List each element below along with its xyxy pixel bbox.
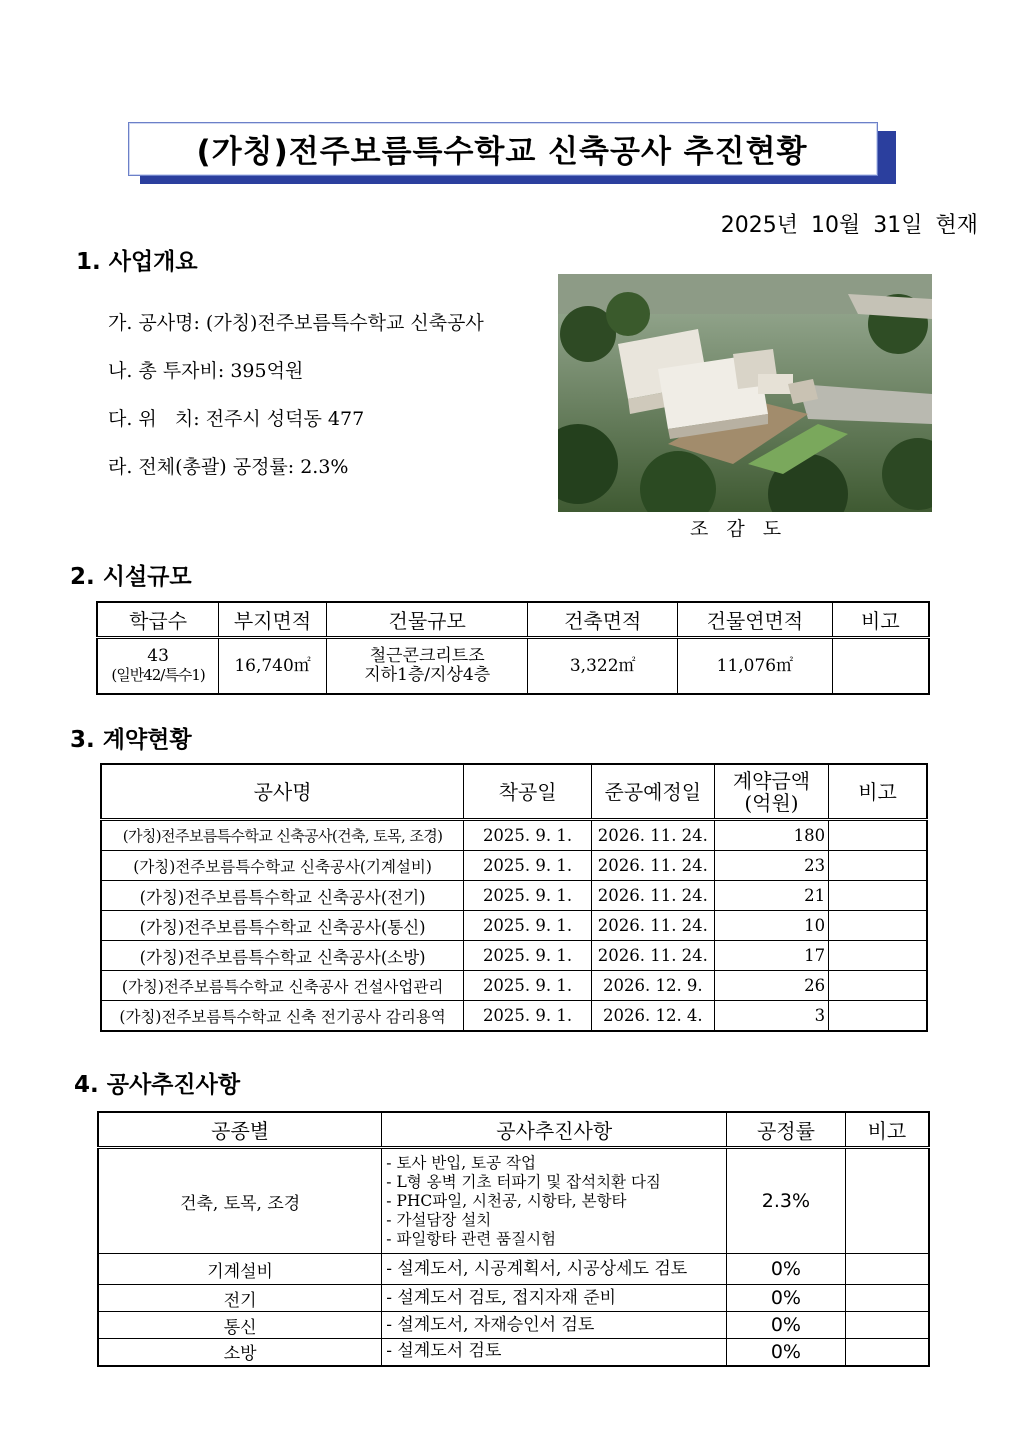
header-progress-items: 공사추진사항: [382, 1112, 727, 1148]
header-end-date: 준공예정일: [591, 764, 714, 820]
page-title: (가칭)전주보름특수학교 신축공사 추진현황: [196, 133, 808, 170]
table-row: [101, 1001, 927, 1032]
table-header-row: [98, 1112, 929, 1148]
progress-item: - 설계도서, 자재승인서 검토: [382, 1312, 727, 1339]
table-header-row: [101, 764, 927, 820]
contract-remark: [829, 941, 927, 971]
header-remark: 비고: [845, 1112, 929, 1148]
contract-start: 2025. 9. 1.: [464, 1001, 592, 1032]
contract-name: (가칭)전주보름특수학교 신축공사(통신): [101, 911, 464, 941]
section-heading-contracts: 3. 계약현황: [70, 727, 192, 753]
cell-classes: [97, 638, 219, 695]
work-type: 기계설비: [98, 1254, 382, 1285]
image-caption: 조감도: [690, 518, 800, 540]
contract-start: 2025. 9. 1.: [464, 941, 592, 971]
work-type: 전기: [98, 1285, 382, 1312]
header-start-date: 착공일: [464, 764, 592, 820]
classes-breakdown: (일반42/특수1): [111, 666, 205, 684]
contract-name: (가칭)전주보름특수학교 신축공사 건설사업관리: [101, 971, 464, 1001]
table-row: [101, 941, 927, 971]
contract-amount: 180: [714, 820, 828, 851]
overview-item-name: 가. 공사명: (가칭)전주보름특수학교 신축공사: [108, 312, 484, 334]
header-amount-label: 계약금액: [732, 768, 811, 793]
contract-start: 2025. 9. 1.: [464, 851, 592, 881]
table-row: [101, 851, 927, 881]
table-row: [97, 638, 929, 695]
table-row: [98, 1148, 929, 1254]
contract-start: 2025. 9. 1.: [464, 911, 592, 941]
progress-rate: 0%: [727, 1312, 846, 1339]
contract-remark: [829, 881, 927, 911]
cell-building-area: 3,322㎡: [528, 638, 678, 695]
progress-remark: [845, 1312, 929, 1339]
progress-item: - PHC파일, 시천공, 시항타, 본항타: [386, 1191, 627, 1210]
contract-end: 2026. 12. 4.: [591, 1001, 714, 1032]
contract-name: (가칭)전주보름특수학교 신축공사(전기): [101, 881, 464, 911]
contract-end: 2026. 11. 24.: [591, 851, 714, 881]
contract-end: 2026. 11. 24.: [591, 881, 714, 911]
table-row: [98, 1254, 929, 1285]
contract-end: 2026. 12. 9.: [591, 971, 714, 1001]
contract-amount: 10: [714, 911, 828, 941]
contract-name: (가칭)전주보름특수학교 신축공사(기계설비): [101, 851, 464, 881]
overview-item-progress: 라. 전체(총괄) 공정률: 2.3%: [108, 456, 349, 478]
table-row: [101, 911, 927, 941]
structure-floors: 지하1층/지상4층: [364, 665, 491, 685]
cell-site-area: 16,740㎡: [219, 638, 327, 695]
contract-end: 2026. 11. 24.: [591, 820, 714, 851]
progress-remark: [845, 1254, 929, 1285]
work-type: 건축, 토목, 조경: [98, 1148, 382, 1254]
cell-remark: [832, 638, 929, 695]
header-remark: 비고: [829, 764, 927, 820]
contract-name: (가칭)전주보름특수학교 신축공사(건축, 토목, 조경): [101, 820, 464, 851]
contract-remark: [829, 971, 927, 1001]
contract-start: 2025. 9. 1.: [464, 820, 592, 851]
contract-name: (가칭)전주보름특수학교 신축공사(소방): [101, 941, 464, 971]
contract-amount: 3: [714, 1001, 828, 1032]
contract-end: 2026. 11. 24.: [591, 911, 714, 941]
header-work-type: 공종별: [98, 1112, 382, 1148]
contract-remark: [829, 1001, 927, 1032]
as-of-date: 2025년 10월 31일 현재: [720, 213, 978, 238]
classes-count: 43: [147, 646, 169, 666]
facility-table: [96, 601, 930, 695]
table-row: [101, 971, 927, 1001]
bird-eye-view-image: [558, 274, 932, 512]
contract-remark: [829, 820, 927, 851]
header-progress-rate: 공정률: [727, 1112, 846, 1148]
contract-start: 2025. 9. 1.: [464, 881, 592, 911]
contract-remark: [829, 911, 927, 941]
progress-item: - 설계도서, 시공계획서, 시공상세도 검토: [382, 1254, 727, 1285]
progress-item: - 설계도서 검토: [382, 1339, 727, 1366]
contract-amount: 21: [714, 881, 828, 911]
progress-item: - L형 옹벽 기초 터파기 및 잡석치환 다짐: [386, 1172, 661, 1191]
table-row: [101, 881, 927, 911]
cell-structure: [326, 638, 527, 695]
progress-item: - 설계도서 검토, 접지자재 준비: [382, 1285, 727, 1312]
header-floor-area: 건물연면적: [678, 602, 833, 638]
contract-name: (가칭)전주보름특수학교 신축 전기공사 감리용역: [101, 1001, 464, 1032]
progress-remark: [845, 1148, 929, 1254]
table-row: [98, 1339, 929, 1366]
progress-rate: 2.3%: [727, 1148, 846, 1254]
section-heading-facility: 2. 시설규모: [70, 564, 192, 590]
progress-remark: [845, 1285, 929, 1312]
contract-amount: 26: [714, 971, 828, 1001]
contract-end: 2026. 11. 24.: [591, 941, 714, 971]
contract-amount: 17: [714, 941, 828, 971]
progress-rate: 0%: [727, 1339, 846, 1366]
work-type: 소방: [98, 1339, 382, 1366]
table-row: [98, 1285, 929, 1312]
header-structure: 건물규모: [326, 602, 527, 638]
progress-items: [382, 1148, 727, 1254]
progress-rate: 0%: [727, 1285, 846, 1312]
progress-item: - 파일항타 관련 품질시험: [386, 1229, 557, 1248]
header-site-area: 부지면적: [219, 602, 327, 638]
structure-type: 철근콘크리트조: [369, 646, 485, 666]
header-building-area: 건축면적: [528, 602, 678, 638]
cell-floor-area: 11,076㎡: [678, 638, 833, 695]
overview-item-cost: 나. 총 투자비: 395억원: [108, 360, 304, 382]
table-header-row: [97, 602, 929, 638]
header-remark: 비고: [832, 602, 929, 638]
progress-item: - 가설담장 설치: [386, 1210, 492, 1229]
work-type: 통신: [98, 1312, 382, 1339]
contract-start: 2025. 9. 1.: [464, 971, 592, 1001]
header-contract-name: 공사명: [101, 764, 464, 820]
progress-remark: [845, 1339, 929, 1366]
table-row: [101, 820, 927, 851]
progress-item: - 토사 반입, 토공 작업: [386, 1153, 536, 1172]
header-classes: 학급수: [97, 602, 219, 638]
contract-remark: [829, 851, 927, 881]
section-heading-progress: 4. 공사추진사항: [74, 1072, 241, 1098]
contract-amount: 23: [714, 851, 828, 881]
progress-table: [97, 1111, 930, 1367]
progress-rate: 0%: [727, 1254, 846, 1285]
header-amount-unit: (억원): [744, 790, 799, 815]
table-row: [98, 1312, 929, 1339]
overview-item-location: 다. 위 치: 전주시 성덕동 477: [108, 408, 365, 430]
contracts-table: [100, 763, 928, 1032]
section-heading-overview: 1. 사업개요: [76, 249, 198, 275]
header-amount: [714, 764, 828, 820]
